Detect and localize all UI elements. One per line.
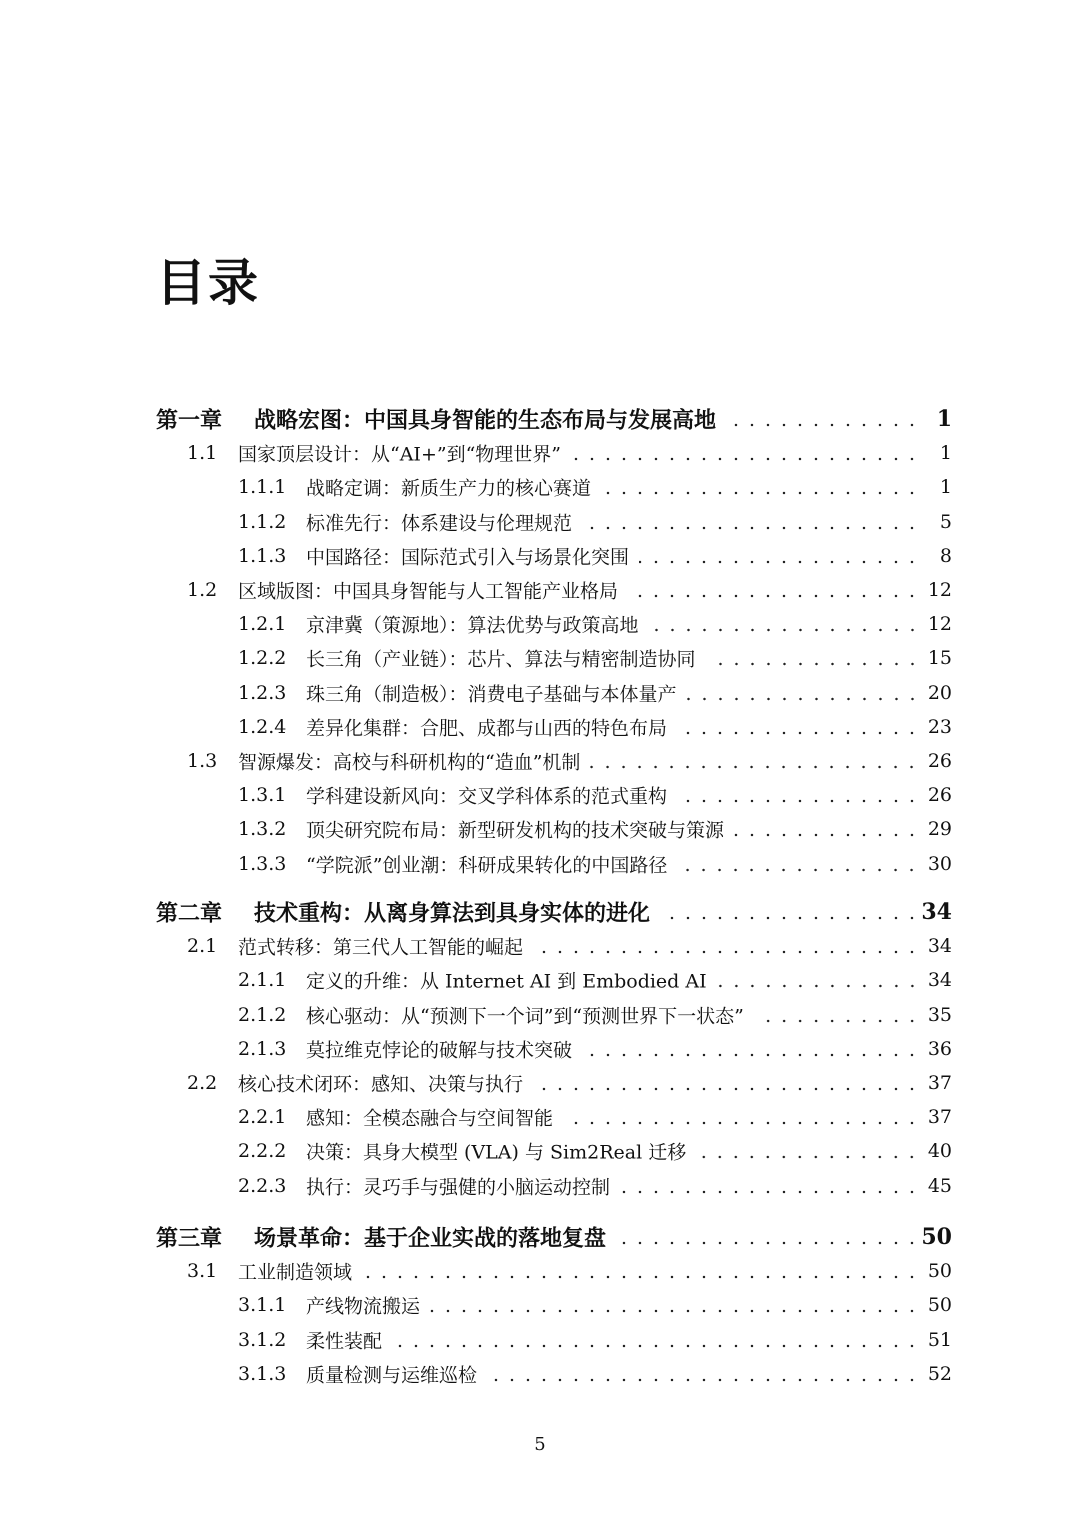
toc-subsection-title: 学科建设新风向：交叉学科体系的范式重构: [306, 782, 673, 809]
toc-subsection-number: 2.2.1: [238, 1106, 287, 1129]
toc-dot-leader: [533, 950, 920, 954]
toc-subsection-entry[interactable]: [0, 847, 1080, 881]
toc-subsection-page: 23: [927, 715, 952, 738]
toc-subsection-page: 26: [927, 784, 952, 807]
toc-chapter-number: 第三章: [156, 1226, 223, 1252]
toc-chapter-number: 第一章: [156, 408, 223, 434]
toc-dot-leader: [734, 833, 920, 837]
toc-dot-leader: [601, 491, 920, 495]
toc-subsection-number: 1.3.3: [238, 852, 287, 875]
toc-dot-leader: [533, 1087, 920, 1091]
toc-section-entry[interactable]: [0, 744, 1080, 778]
toc-chapter-title: 战略宏图：中国具身智能的生态布局与发展高地: [254, 404, 722, 435]
toc-subsection-page: 29: [927, 818, 952, 841]
toc-subsection-page: 50: [927, 1294, 952, 1317]
toc-dot-leader: [660, 916, 920, 920]
toc-subsection-entry[interactable]: [0, 1323, 1080, 1357]
toc-dot-leader: [616, 1241, 920, 1245]
toc-subsection-title: 标准先行：体系建设与伦理规范: [306, 508, 578, 535]
toc-chapter-number: 第二章: [156, 901, 223, 927]
toc-subsection-title: 莫拉维克悖论的破解与技术突破: [306, 1035, 578, 1062]
toc-subsection-number: 3.1.1: [238, 1294, 287, 1317]
toc-subsection-title: “学院派”创业潮：科研成果转化的中国路径: [306, 850, 673, 877]
toc-dot-leader: [639, 560, 920, 564]
toc-subsection-entry[interactable]: [0, 1032, 1080, 1066]
toc-subsection-title: 执行：灵巧手与强健的小脑运动控制: [306, 1172, 616, 1199]
toc-subsection-entry[interactable]: [0, 641, 1080, 675]
toc-dot-leader: [687, 697, 920, 701]
toc-chapter-entry[interactable]: [0, 1220, 1080, 1254]
toc-section-title: 区域版图：中国具身智能与人工智能产业格局: [238, 577, 624, 604]
toc-subsection-number: 1.1.3: [238, 544, 287, 567]
toc-dot-leader: [649, 628, 920, 632]
toc-section-entry[interactable]: [0, 436, 1080, 470]
toc-subsection-page: 34: [927, 969, 952, 992]
toc-section-number: 1.2: [187, 579, 218, 601]
toc-subsection-page: 52: [927, 1362, 952, 1385]
toc-subsection-title: 长三角（产业链）：芯片、算法与精密制造协同: [306, 645, 702, 672]
toc-dot-leader: [571, 457, 920, 461]
toc-section-number: 2.2: [187, 1072, 218, 1094]
toc-subsection-title: 定义的升维：从 Internet AI 到 Embodied AI: [306, 967, 713, 994]
toc-dot-leader: [754, 1019, 920, 1023]
toc-subsection-page: 35: [927, 1003, 952, 1026]
toc-chapter-page: 34: [921, 899, 952, 925]
toc-subsection-title: 珠三角（制造极）：消费电子基础与本体量产: [306, 679, 683, 706]
toc-subsection-page: 51: [927, 1328, 952, 1351]
toc-section-title: 国家顶层设计：从“AI+”到“物理世界”: [238, 440, 567, 467]
toc-subsection-number: 2.2.3: [238, 1174, 287, 1197]
toc-dot-leader: [362, 1275, 920, 1279]
toc-subsection-title: 产线物流搬运: [306, 1292, 426, 1319]
toc-dot-leader: [590, 765, 920, 769]
toc-section-title: 范式转移：第三代人工智能的崛起: [238, 933, 529, 960]
toc-subsection-page: 40: [927, 1140, 952, 1163]
toc-subsection-number: 1.2.2: [238, 647, 287, 670]
toc-subsection-entry[interactable]: [0, 505, 1080, 539]
toc-section-entry[interactable]: [0, 1066, 1080, 1100]
toc-subsection-number: 1.2.1: [238, 613, 287, 636]
toc-dot-leader: [677, 799, 920, 803]
toc-subsection-entry[interactable]: [0, 812, 1080, 846]
toc-subsection-entry[interactable]: [0, 778, 1080, 812]
toc-dot-leader: [677, 731, 920, 735]
toc-chapter-page: 1: [926, 406, 952, 432]
toc-subsection-page: 30: [927, 852, 952, 875]
toc-dot-leader: [392, 1344, 920, 1348]
toc-section-page: 12: [927, 579, 952, 601]
toc-dot-leader: [726, 423, 920, 427]
toc-subsection-number: 1.1.2: [238, 510, 287, 533]
toc-subsection-title: 顶尖研究院布局：新型研发机构的技术突破与策源: [306, 816, 730, 843]
toc-section-page: 1: [926, 442, 952, 464]
toc-dot-leader: [628, 594, 920, 598]
toc-dot-leader: [677, 868, 920, 872]
toc-subsection-entry[interactable]: [0, 710, 1080, 744]
toc-subsection-number: 1.1.1: [238, 476, 287, 499]
toc-dot-leader: [582, 526, 920, 530]
toc-section-page: 26: [927, 750, 952, 772]
toc-subsection-entry[interactable]: [0, 470, 1080, 504]
toc-subsection-entry[interactable]: [0, 1134, 1080, 1168]
toc-section-number: 2.1: [187, 935, 218, 958]
toc-section-number: 1.1: [187, 442, 218, 465]
toc-dot-leader: [430, 1309, 920, 1313]
toc-section-entry[interactable]: [0, 573, 1080, 607]
toc-subsection-title: 京津冀（策源地）：算法优势与政策高地: [306, 611, 645, 638]
toc-dot-leader: [487, 1378, 920, 1382]
toc-dot-leader: [563, 1121, 920, 1125]
toc-section-entry[interactable]: [0, 929, 1080, 963]
toc-dot-leader: [706, 662, 920, 666]
toc-subsection-number: 2.2.2: [238, 1140, 287, 1163]
toc-subsection-title: 中国路径：国际范式引入与场景化突围: [306, 542, 635, 569]
toc-section-page: 50: [927, 1260, 952, 1283]
toc-subsection-number: 2.1.2: [238, 1003, 287, 1026]
page-number: 5: [534, 1434, 546, 1455]
toc-subsection-entry[interactable]: [0, 539, 1080, 573]
toc-subsection-entry[interactable]: [0, 1288, 1080, 1322]
toc-subsection-entry[interactable]: [0, 607, 1080, 641]
toc-subsection-number: 1.3.2: [238, 818, 287, 841]
toc-subsection-page: 8: [926, 545, 952, 567]
toc-section-page: 37: [927, 1072, 952, 1094]
toc-subsection-title: 质量检测与运维巡检: [306, 1360, 483, 1387]
toc-subsection-entry[interactable]: [0, 1357, 1080, 1391]
toc-dot-leader: [717, 984, 920, 988]
toc-subsection-page: 45: [927, 1174, 952, 1197]
toc-subsection-number: 2.1.1: [238, 969, 287, 992]
toc-subsection-title: 差异化集群：合肥、成都与山西的特色布局: [306, 713, 673, 740]
toc-chapter-entry[interactable]: [0, 402, 1080, 436]
toc-chapter-entry[interactable]: [0, 895, 1080, 929]
toc-subsection-page: 15: [927, 647, 952, 670]
toc-subsection-page: 37: [927, 1106, 952, 1129]
toc-subsection-number: 1.3.1: [238, 784, 287, 807]
page-title: 目录: [156, 253, 260, 312]
toc-dot-leader: [696, 1155, 920, 1159]
toc-subsection-entry[interactable]: [0, 1100, 1080, 1134]
toc-section-page: 34: [927, 935, 952, 958]
toc-subsection-entry[interactable]: [0, 963, 1080, 997]
toc-dot-leader: [620, 1190, 920, 1194]
toc-subsection-page: 1: [926, 476, 952, 498]
toc-subsection-title: 决策：具身大模型 (VLA) 与 Sim2Real 迁移: [306, 1138, 692, 1165]
toc-subsection-entry[interactable]: [0, 676, 1080, 710]
toc-subsection-number: 1.2.4: [238, 715, 287, 738]
toc-subsection-number: 2.1.3: [238, 1037, 287, 1060]
toc-subsection-number: 3.1.3: [238, 1362, 287, 1385]
toc-section-number: 3.1: [187, 1260, 218, 1283]
toc-subsection-number: 3.1.2: [238, 1328, 287, 1351]
toc-subsection-entry[interactable]: [0, 1169, 1080, 1203]
toc-subsection-title: 感知：全模态融合与空间智能: [306, 1104, 559, 1131]
toc-subsection-page: 36: [927, 1037, 952, 1060]
toc-section-title: 核心技术闭环：感知、决策与执行: [238, 1070, 529, 1097]
toc-chapter-page: 50: [921, 1224, 952, 1250]
toc-section-entry[interactable]: [0, 1254, 1080, 1288]
toc-subsection-page: 12: [927, 613, 952, 636]
toc-dot-leader: [582, 1053, 920, 1057]
toc-subsection-title: 战略定调：新质生产力的核心赛道: [306, 474, 597, 501]
toc-subsection-title: 柔性装配: [306, 1326, 388, 1353]
toc-chapter-title: 场景革命：基于企业实战的落地复盘: [254, 1222, 612, 1253]
toc-subsection-entry[interactable]: [0, 998, 1080, 1032]
toc-subsection-number: 1.2.3: [238, 681, 287, 704]
toc-chapter-title: 技术重构：从离身算法到具身实体的进化: [254, 897, 656, 928]
toc-subsection-page: 5: [926, 511, 952, 533]
toc-section-title: 智源爆发：高校与科研机构的“造血”机制: [238, 748, 586, 775]
toc-subsection-page: 20: [927, 681, 952, 704]
toc-subsection-title: 核心驱动：从“预测下一个词”到“预测世界下一状态”: [306, 1001, 750, 1028]
toc-section-title: 工业制造领域: [238, 1258, 358, 1285]
toc-section-number: 1.3: [187, 750, 218, 772]
